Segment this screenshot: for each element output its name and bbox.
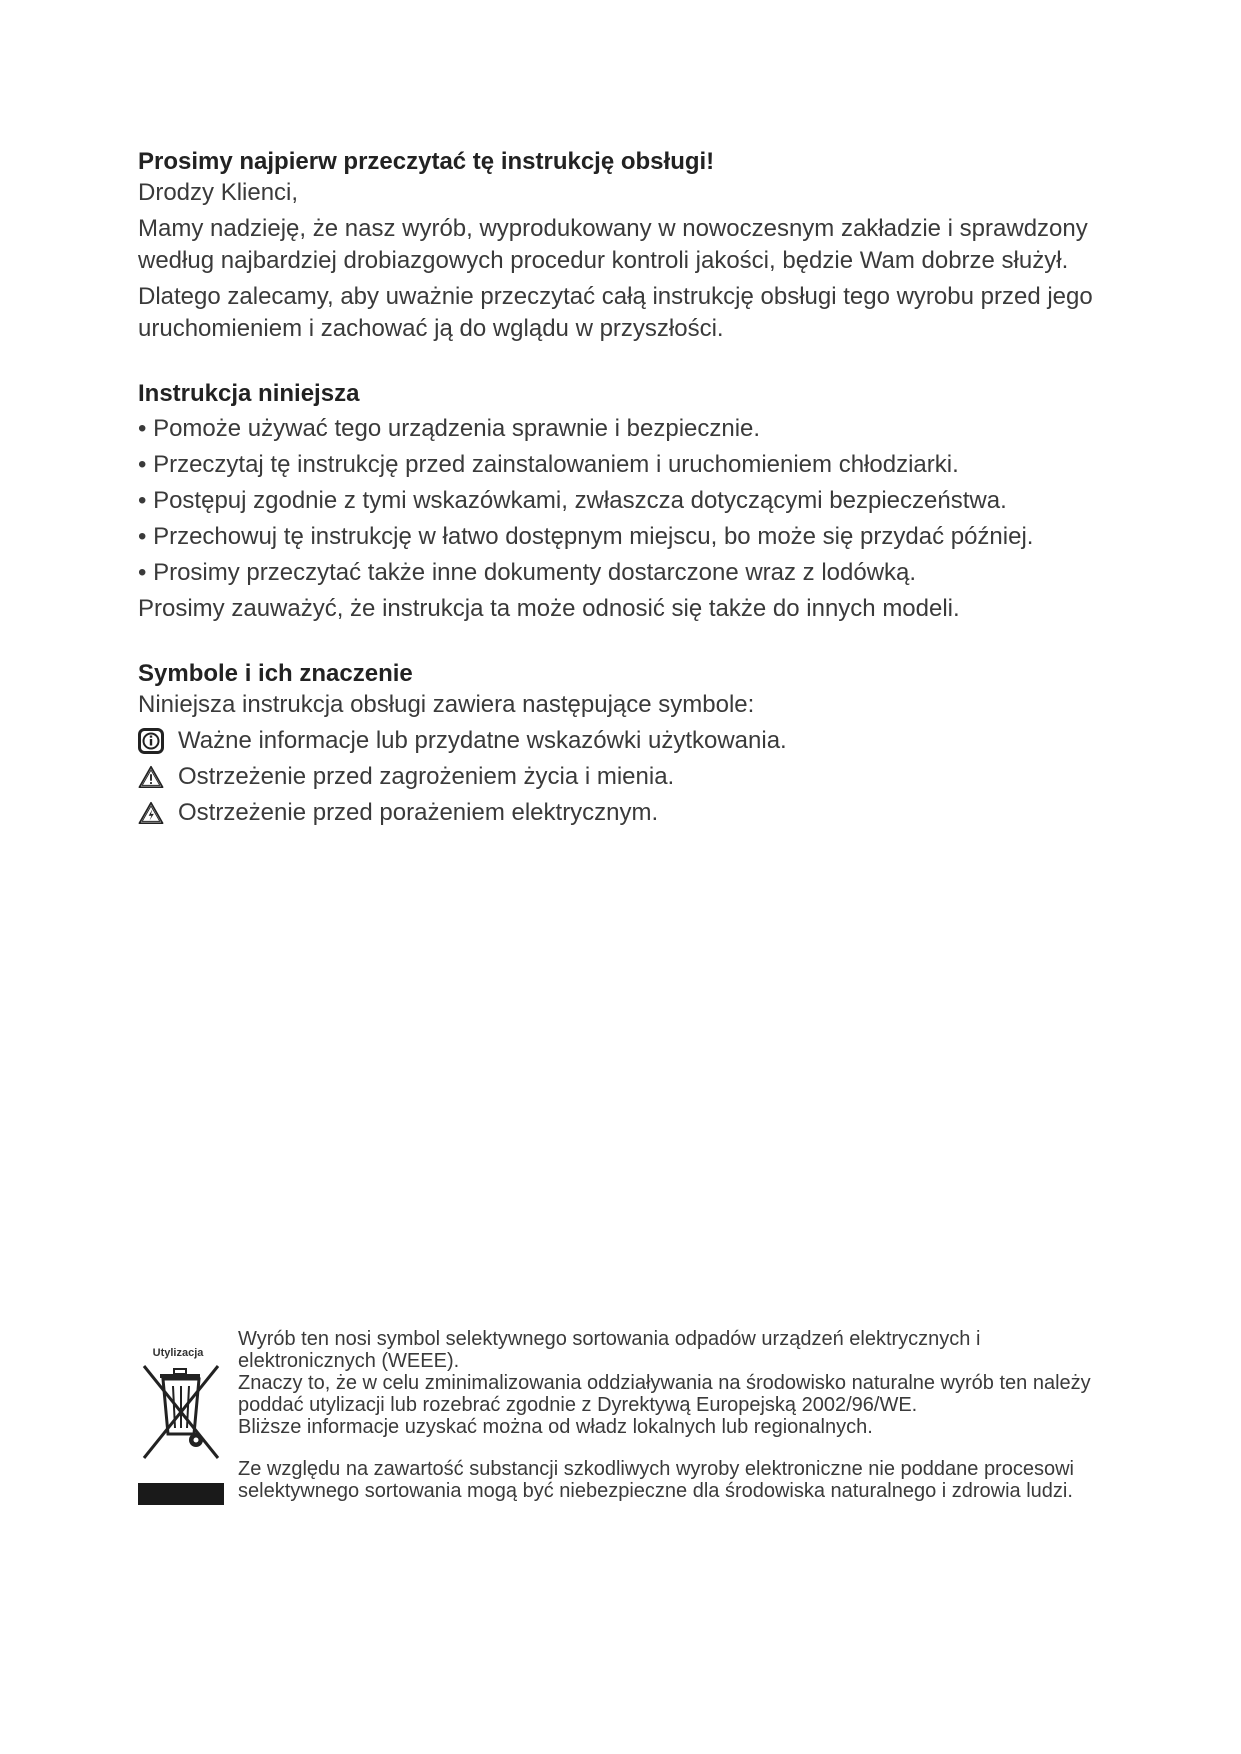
symbol-text-warning: Ostrzeżenie przed zagrożeniem życia i mienia.: [178, 763, 675, 790]
symbol-row-electric: [138, 797, 1118, 829]
weee-paragraph-3: Bliższe informacje uzyskać można od władz lokalnych lub regionalnych.: [238, 1416, 873, 1438]
weee-section: [138, 1328, 1098, 1548]
symbol-text-info: Ważne informacje lub przydatne wskazówki użytkowania.: [178, 727, 787, 754]
weee-text: [238, 1328, 1098, 1502]
weee-label: Utylizacja: [152, 1347, 204, 1359]
electric-warning-icon: [138, 800, 164, 826]
warning-triangle-icon: [138, 764, 164, 790]
manual-page: [138, 147, 1118, 829]
weee-logo: [138, 1346, 226, 1505]
symbol-row-info: [138, 725, 1118, 757]
bullet-item: • Prosimy przeczytać także inne dokumenty dostarczone wraz z lodówką.: [138, 559, 917, 586]
info-icon: [138, 728, 164, 754]
instructions-section: [138, 379, 1118, 625]
bullet-item: • Postępuj zgodnie z tymi wskazówkami, zwłaszcza dotyczącymi bezpieczeństwa.: [138, 487, 1007, 514]
weee-black-bar: [138, 1483, 224, 1505]
greeting: Drodzy Klienci,: [138, 179, 299, 206]
symbols-title: Symbole i ich znaczenie: [138, 660, 413, 687]
symbols-section: [138, 659, 1118, 829]
intro-paragraph-2: Dlatego zalecamy, aby uważnie przeczytać całą instrukcję obsługi tego wyrobu przed jego uruchomieniem i zachować ją do wglądu w przyszłości.: [138, 283, 1093, 342]
models-note: Prosimy zauważyć, że instrukcja ta może odnosić się także do innych modeli.: [138, 595, 960, 622]
weee-paragraph-4: Ze względu na zawartość substancji szkodliwych wyroby elektroniczne nie poddane procesowi selektywnego sortowania mogą być niebezpieczne dla środowiska naturalnego i zdrowia ludzi.: [238, 1458, 1074, 1502]
intro-title: Prosimy najpierw przeczytać tę instrukcję obsługi!: [138, 148, 715, 175]
instructions-title: Instrukcja niniejsza: [138, 380, 360, 407]
bullet-item: • Przeczytaj tę instrukcję przed zainstalowaniem i uruchomieniem chłodziarki.: [138, 451, 959, 478]
weee-paragraph-2: Znaczy to, że w celu zminimalizowania oddziaływania na środowisko naturalne wyrób ten należy poddać utylizacji lub rozebrać zgodnie z Dyrektywą Europejską 2002/96/WE.: [238, 1372, 1091, 1416]
crossed-bin-icon: [138, 1360, 226, 1464]
weee-paragraph-1: Wyrób ten nosi symbol selektywnego sortowania odpadów urządzeń elektrycznych i elektronicznych (WEEE).: [238, 1328, 981, 1372]
bullet-item: • Przechowuj tę instrukcję w łatwo dostępnym miejscu, bo może się przydać później.: [138, 523, 1034, 550]
symbol-row-warning: [138, 761, 1118, 793]
symbols-intro: Niniejsza instrukcja obsługi zawiera następujące symbole:: [138, 691, 755, 718]
intro-paragraph-1: Mamy nadzieję, że nasz wyrób, wyprodukowany w nowoczesnym zakładzie i sprawdzony według najbardziej drobiazgowych procedur kontroli jakości, będzie Wam dobrze służył.: [138, 215, 1088, 274]
bullet-item: • Pomoże używać tego urządzenia sprawnie i bezpiecznie.: [138, 415, 761, 442]
symbol-text-electric: Ostrzeżenie przed porażeniem elektrycznym.: [178, 799, 659, 826]
